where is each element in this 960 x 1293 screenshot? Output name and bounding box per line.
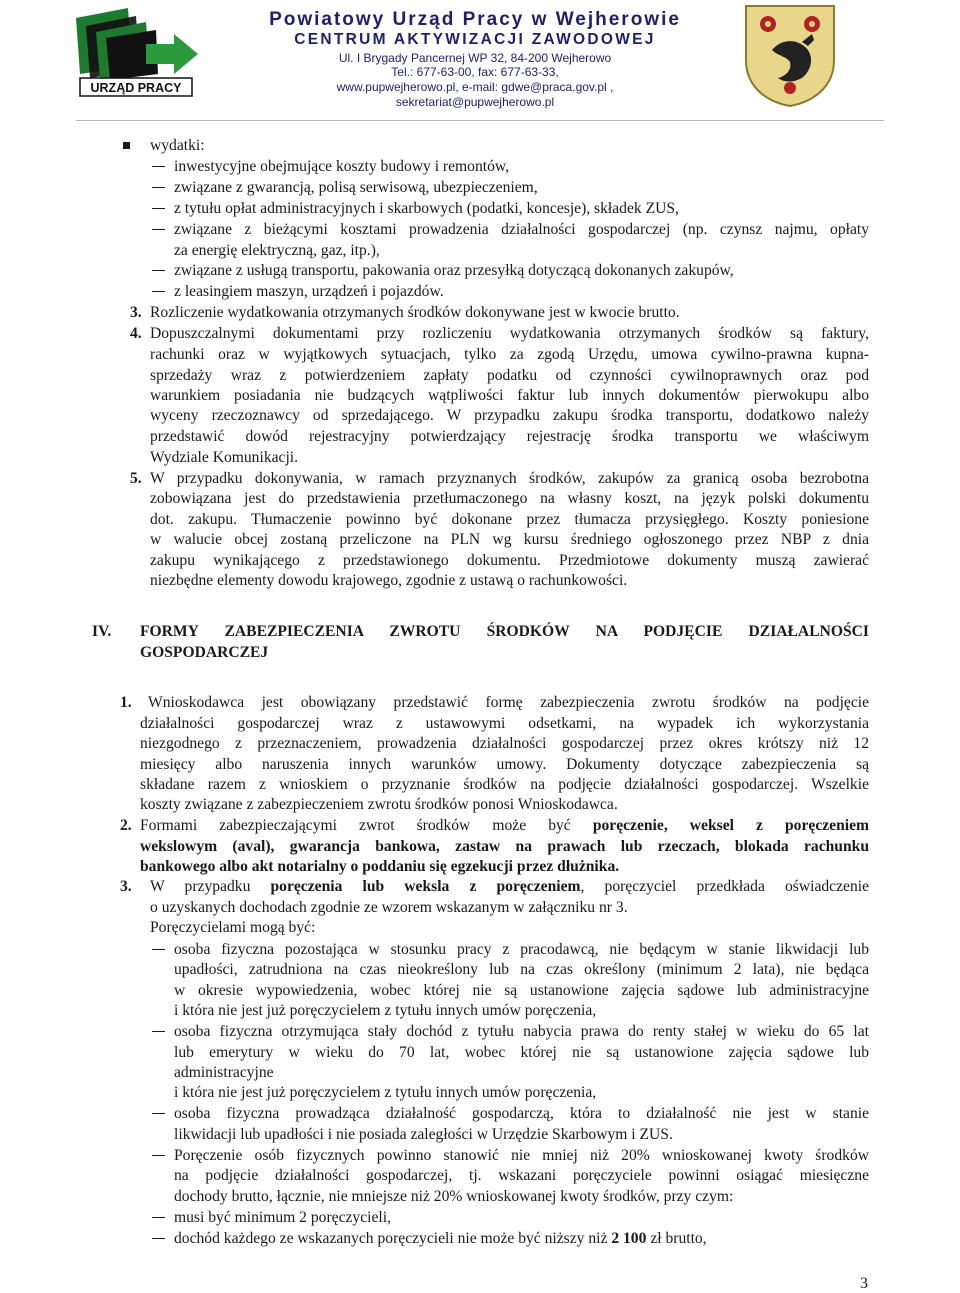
- paragraph-5-line: W przypadku dokonywania, w ramach przyznanych środków, zakupów za granicą osoba bezrobotna: [150, 470, 869, 487]
- item-1-line: składane razem z wnioskiem o przyznanie środków na podjęcie działalności gospodarczej. Wszelkie: [140, 776, 869, 793]
- paragraph-number: 5.: [130, 470, 142, 487]
- institution-phone: Tel.: 677-63-00, fax: 677-63-33,: [391, 65, 559, 79]
- section-title: FORMY ZABEZPIECZENIA ZWROTU ŚRODKÓW NA PODJĘCIE DZIAŁALNOŚCI: [140, 623, 869, 640]
- section-title-continued: GOSPODARCZEJ: [140, 644, 269, 661]
- item-1-line: działalności gospodarczej wraz z ustawowymi odsetkami, na wypadek ich wykorzystania: [140, 715, 869, 732]
- dash-bullet-icon: [152, 1238, 165, 1239]
- dash-bullet-icon: [152, 270, 165, 271]
- guarantor-line: osoba fizyczna pozostająca w stosunku pracy z pracodawcą, nie będącym w stanie likwidacji lub: [174, 941, 869, 958]
- paragraph-5-line: zakupu wynikającego z przedstawionego dokumentu. Przedmiotowe dokumenty muszą zawierać: [150, 552, 869, 569]
- item-3-tail: , poręczyciel przedkłada oświadczenie: [580, 878, 869, 895]
- guarantor-line: w okresie wypowiedzenia, wobec której nie są ustanowione zajęcia sądowe lub administracyjne: [174, 982, 869, 999]
- paragraph-4-line: sprzedaży wraz z potwierdzeniem zapłaty podatku od czynności cywilnoprawnych oraz pod: [150, 367, 869, 384]
- dash-bullet-icon: [152, 949, 165, 950]
- paragraph-3-text: Rozliczenie wydatkowania otrzymanych środków dokonywane jest w kwocie brutto.: [150, 304, 680, 321]
- item-1-line: niezgodnego z przeznaczeniem, prowadzenia działalności gospodarczej przez okres krótszy niż 12: [140, 735, 869, 752]
- item-2-lead: Formami zabezpieczającymi zwrot środków może być: [140, 817, 571, 834]
- paragraph-number: 4.: [130, 325, 142, 342]
- guarantor-line: upadłości, zatrudniona na czas nieokreślony lub na czas określony (minimum 2 lata), nie będąca: [174, 961, 869, 978]
- institution-address: Ul. I Brygady Pancernej WP 32, 84-200 Wejherowo: [338, 51, 612, 65]
- paragraph-5-line: dot. zakupu. Tłumaczenie powinno być dokonane przez tłumacza przysięgłego. Koszty poniesione: [150, 511, 869, 528]
- dash-bullet-icon: [152, 291, 165, 292]
- expense-item: inwestycyjne obejmujące koszty budowy i remontów,: [174, 158, 510, 175]
- guarantor-line: osoba fizyczna prowadząca działalność gospodarczą, która to działalność nie jest w stanie: [174, 1105, 869, 1122]
- item-number: 1.: [120, 694, 132, 711]
- logo-text: URZĄD PRACY: [90, 81, 182, 95]
- guarantor-line: i która nie jest już poręczycielem z tytułu innych umów poręczenia,: [174, 1002, 597, 1019]
- paragraph-5-line: zobowiązana jest do przedstawienia przetłumaczonego na własny koszt, na język polski dokumentu: [150, 490, 869, 507]
- section-number: IV.: [92, 623, 112, 640]
- paragraph-4-line: warunkiem posiadania nie budzących wątpliwości faktur lub innych dokumentów pierwokupu albo: [150, 387, 869, 404]
- paragraph-number: 3.: [130, 304, 142, 321]
- dash-bullet-icon: [152, 187, 165, 188]
- income-tail: zł brutto,: [650, 1230, 707, 1247]
- expense-item-continued: za energię elektryczną, gaz, itp.),: [174, 242, 380, 259]
- paragraph-4-line: Dopuszczalnymi dokumentami przy rozliczeniu wydatkowania otrzymanych środków są faktury,: [150, 325, 869, 342]
- paragraph-5-line: w walucie obcej zostaną przeliczone na PLN wg kursu średniego ogłoszonego przez NBP z dnia: [150, 531, 869, 548]
- item-1-line: koszty związane z zabezpieczeniem zwrotu środków ponosi Wnioskodawca.: [140, 796, 618, 813]
- guarantor-line: osoba fizyczna otrzymująca stały dochód z tytułu nabycia prawa do renty stałej w wieku do 65 lat: [174, 1023, 869, 1040]
- expense-item: z tytułu opłat administracyjnych i skarbowych (podatki, koncesje), składek ZUS,: [174, 200, 679, 217]
- item-1-line: Wnioskodawca jest obowiązany przedstawić formę zabezpieczenia zwrotu środków na podjęcie: [148, 694, 869, 711]
- expenses-heading: wydatki:: [150, 137, 205, 154]
- item-number: 2.: [120, 817, 132, 834]
- item-2-bold-line: wekslowym (aval), gwarancja bankowa, zastaw na prawach lub rzeczach, blokada rachunku: [140, 838, 869, 855]
- guarantor-income-line: [174, 1229, 707, 1249]
- dash-bullet-icon: [152, 1113, 165, 1114]
- guarantor-line: musi być minimum 2 poręczycieli,: [174, 1209, 391, 1226]
- item-2-bold-line: bankowego albo akt notarialny o poddaniu się egzekucji przez dłużnika.: [140, 858, 620, 875]
- institution-subtitle: CENTRUM AKTYWIZACJI ZAWODOWEJ: [294, 31, 656, 48]
- item-3-bold: poręczenia lub weksla z poręczeniem: [270, 878, 581, 895]
- income-amount: 2 100: [611, 1230, 647, 1247]
- guarantor-line: Poręczenie osób fizycznych powinno stanowić nie mniej niż 20% wnioskowanej kwoty środków: [174, 1147, 869, 1164]
- dash-bullet-icon: [152, 208, 165, 209]
- paragraph-5-line: niezbędne elementy dowodu krajowego, zgodnie z ustawą o rachunkowości.: [150, 572, 628, 589]
- institution-email: sekretariat@pupwejherowo.pl: [395, 95, 555, 109]
- guarantor-line: administracyjne: [174, 1064, 274, 1081]
- item-3-line: [150, 877, 869, 897]
- institution-web: www.pupwejherowo.pl, e-mail: gdwe@praca.gov.pl ,: [336, 80, 614, 94]
- expense-item: z leasingiem maszyn, urządzeń i pojazdów.: [174, 283, 444, 300]
- expense-item: związane z bieżącymi kosztami prowadzenia działalności gospodarczej (np. czynsz najmu, opłaty: [174, 221, 869, 238]
- item-3-lead: W przypadku: [150, 878, 251, 895]
- coat-of-arms-emblem: [742, 2, 838, 108]
- income-lead: dochód każdego ze wskazanych poręczycieli nie może być niższy niż: [174, 1230, 608, 1247]
- item-3-line: o uzyskanych dochodach zgodnie ze wzorem wskazanym w załączniku nr 3.: [150, 899, 628, 916]
- expense-item: związane z gwarancją, polisą serwisową, ubezpieczeniem,: [174, 179, 538, 196]
- dash-bullet-icon: [152, 1217, 165, 1218]
- dash-bullet-icon: [152, 1155, 165, 1156]
- urzad-pracy-logo: [76, 8, 202, 98]
- paragraph-4-line: Wydziale Komunikacji.: [150, 449, 299, 466]
- dash-bullet-icon: [152, 166, 165, 167]
- guarantor-line: i która nie jest już poręczycielem z tytułu innych umów poręczenia,: [174, 1084, 597, 1101]
- guarantor-line: na podjęcie działalności gospodarczej, tj. wskazani poręczyciele powinni osiągać miesięczne: [174, 1167, 869, 1184]
- page-number: 3: [860, 1275, 868, 1292]
- paragraph-4-line: wyceny rzeczoznawcy od sprzedającego. W przypadku zakupu środka transportu, dodatkowo należy: [150, 407, 869, 424]
- guarantor-line: likwidacji lub upadłości i nie posiada zaległości w Urzędzie Skarbowym i ZUS.: [174, 1126, 673, 1143]
- guarantor-line: dochody brutto, łącznie, nie mniejsze niż 20% wnioskowanej kwoty środków, przy czym:: [174, 1188, 734, 1205]
- item-2-bold: poręczenie, weksel z poręczeniem: [592, 817, 869, 834]
- dash-bullet-icon: [152, 1031, 165, 1032]
- guarantor-line: lub emerytury w wieku do 70 lat, wobec której nie są ustanowione zajęcia sądowe lub: [174, 1044, 869, 1061]
- dash-bullet-icon: [152, 229, 165, 230]
- item-2-line: [140, 816, 869, 836]
- item-1-line: miesięcy albo naruszenia innych warunków umowy. Dokumenty dotyczące zabezpieczenia są: [140, 756, 869, 773]
- item-number: 3.: [120, 878, 132, 895]
- item-3-line: Poręczycielami mogą być:: [150, 919, 316, 936]
- paragraph-4-line: rachunki oraz w wyjątkowych sytuacjach, tylko za zgodą Urzędu, umowa cywilno-prawna kupna-: [150, 346, 869, 363]
- expense-item: związane z usługą transportu, pakowania oraz przesyłką dotyczącą dokonanych zakupów,: [174, 262, 734, 279]
- institution-title: Powiatowy Urząd Pracy w Wejherowie: [269, 9, 681, 30]
- square-bullet-icon: [123, 142, 130, 149]
- paragraph-4-line: przedstawić dowód rejestracyjny potwierdzający rejestrację środka transportu we właściwym: [150, 428, 869, 445]
- header-divider: [76, 120, 884, 121]
